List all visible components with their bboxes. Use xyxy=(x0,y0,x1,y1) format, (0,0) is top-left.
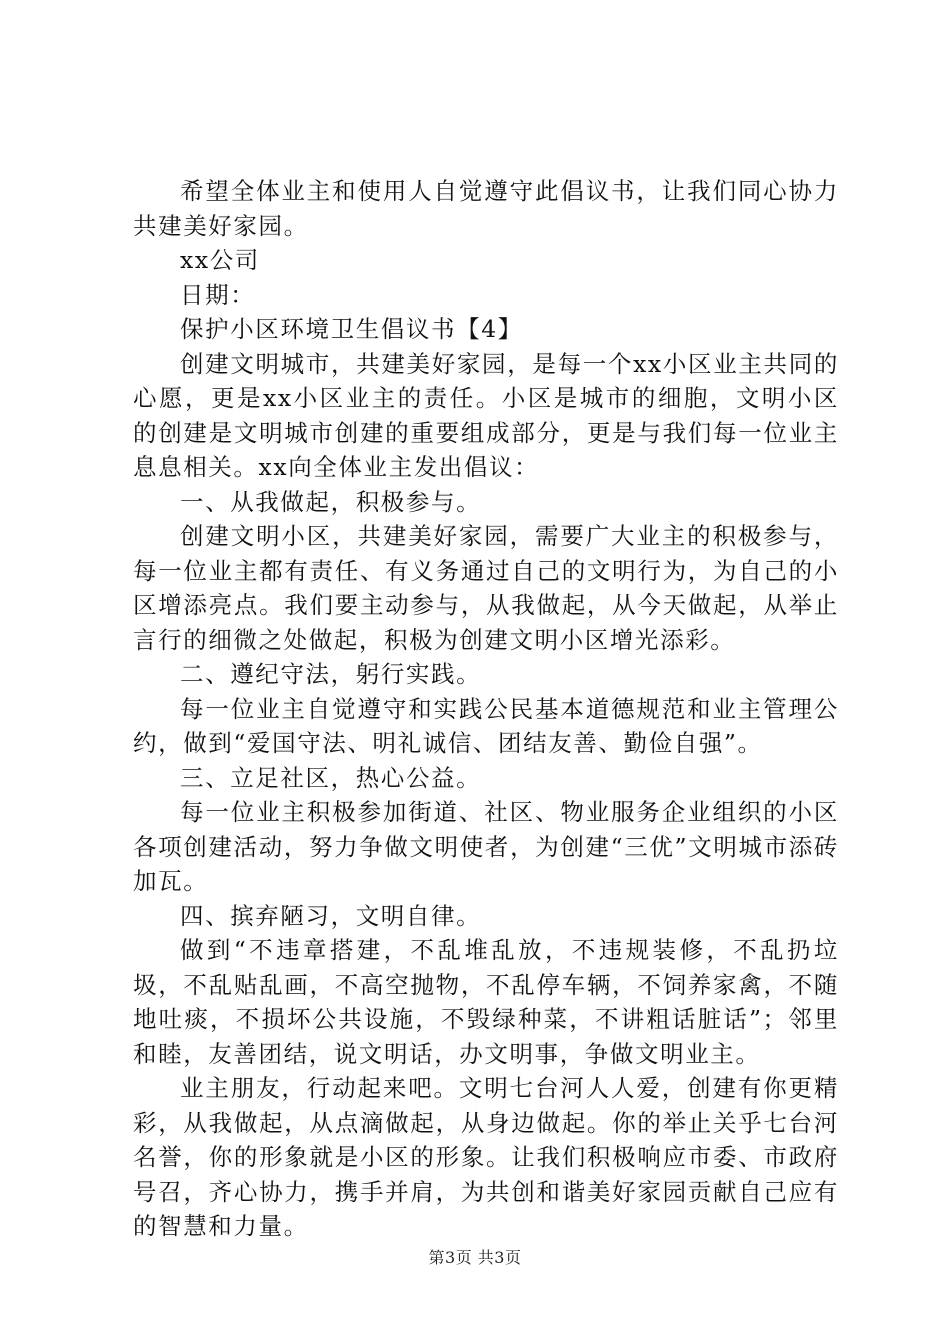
heading-2: 二、遵纪守法，躬行实践。 xyxy=(180,660,482,688)
heading-3: 三、立足社区，热心公益。 xyxy=(180,763,482,792)
page-footer: 第3页 共3页 xyxy=(428,1248,522,1267)
intro-paragraph: 创建文明城市，共建美好家园，是每一个xx小区业主共同的心愿，更是xx小区业主的责任。小区是城市的细胞，文明小区的创建是文明城市创建的重要组成部分，更是与我们每一位业主息息相关。xx向全体业主发出倡议： xyxy=(133,349,839,481)
document-body xyxy=(133,174,839,1244)
body-paragraph-3: 每一位业主积极参加街道、社区、物业服务企业组织的小区各项创建活动，努力争做文明使者，为创建“三优”文明城市添砖加瓦。 xyxy=(133,798,839,895)
heading-4: 四、摈弃陋习，文明自律。 xyxy=(180,901,482,930)
body-paragraph-2: 每一位业主自觉遵守和实践公民基本道德规范和业主管理公约，做到“爱国守法、明礼诚信、团结友善、勤俭自强”。 xyxy=(133,694,839,757)
conclusion-paragraph: 业主朋友，行动起来吧。文明七台河人人爱，创建有你更精彩，从我做起，从点滴做起，从身边做起。你的举止关乎七台河名誉，你的形象就是小区的形象。让我们积极响应市委、市政府号召，齐心协力，携手并肩，为共创和谐美好家园贡献自己应有的智慧和力量。 xyxy=(133,1074,839,1240)
section-title: 保护小区环境卫生倡议书【4】 xyxy=(180,315,523,343)
heading-1: 一、从我做起，积极参与。 xyxy=(180,487,482,516)
signature-date: 日期： xyxy=(180,280,256,309)
body-paragraph-4: 做到“不违章搭建，不乱堆乱放，不违规装修，不乱扔垃圾，不乱贴乱画，不高空抛物，不乱停车辆，不饲养家禽，不随地吐痰，不损坏公共设施，不毁绿种菜，不讲粗话脏话”；邻里和睦，友善团结，说文明话，办文明事，争做文明业主。 xyxy=(133,936,839,1068)
closing-paragraph: 希望全体业主和使用人自觉遵守此倡议书，让我们同心协力共建美好家园。 xyxy=(133,177,839,240)
body-paragraph-1: 创建文明小区，共建美好家园，需要广大业主的积极参与，每一位业主都有责任、有义务通过自己的文明行为，为自己的小区增添亮点。我们要主动参与，从我做起，从今天做起，从举止言行的细微之处做起，积极为创建文明小区增光添彩。 xyxy=(133,522,839,654)
signature-company: xx公司 xyxy=(180,246,260,274)
